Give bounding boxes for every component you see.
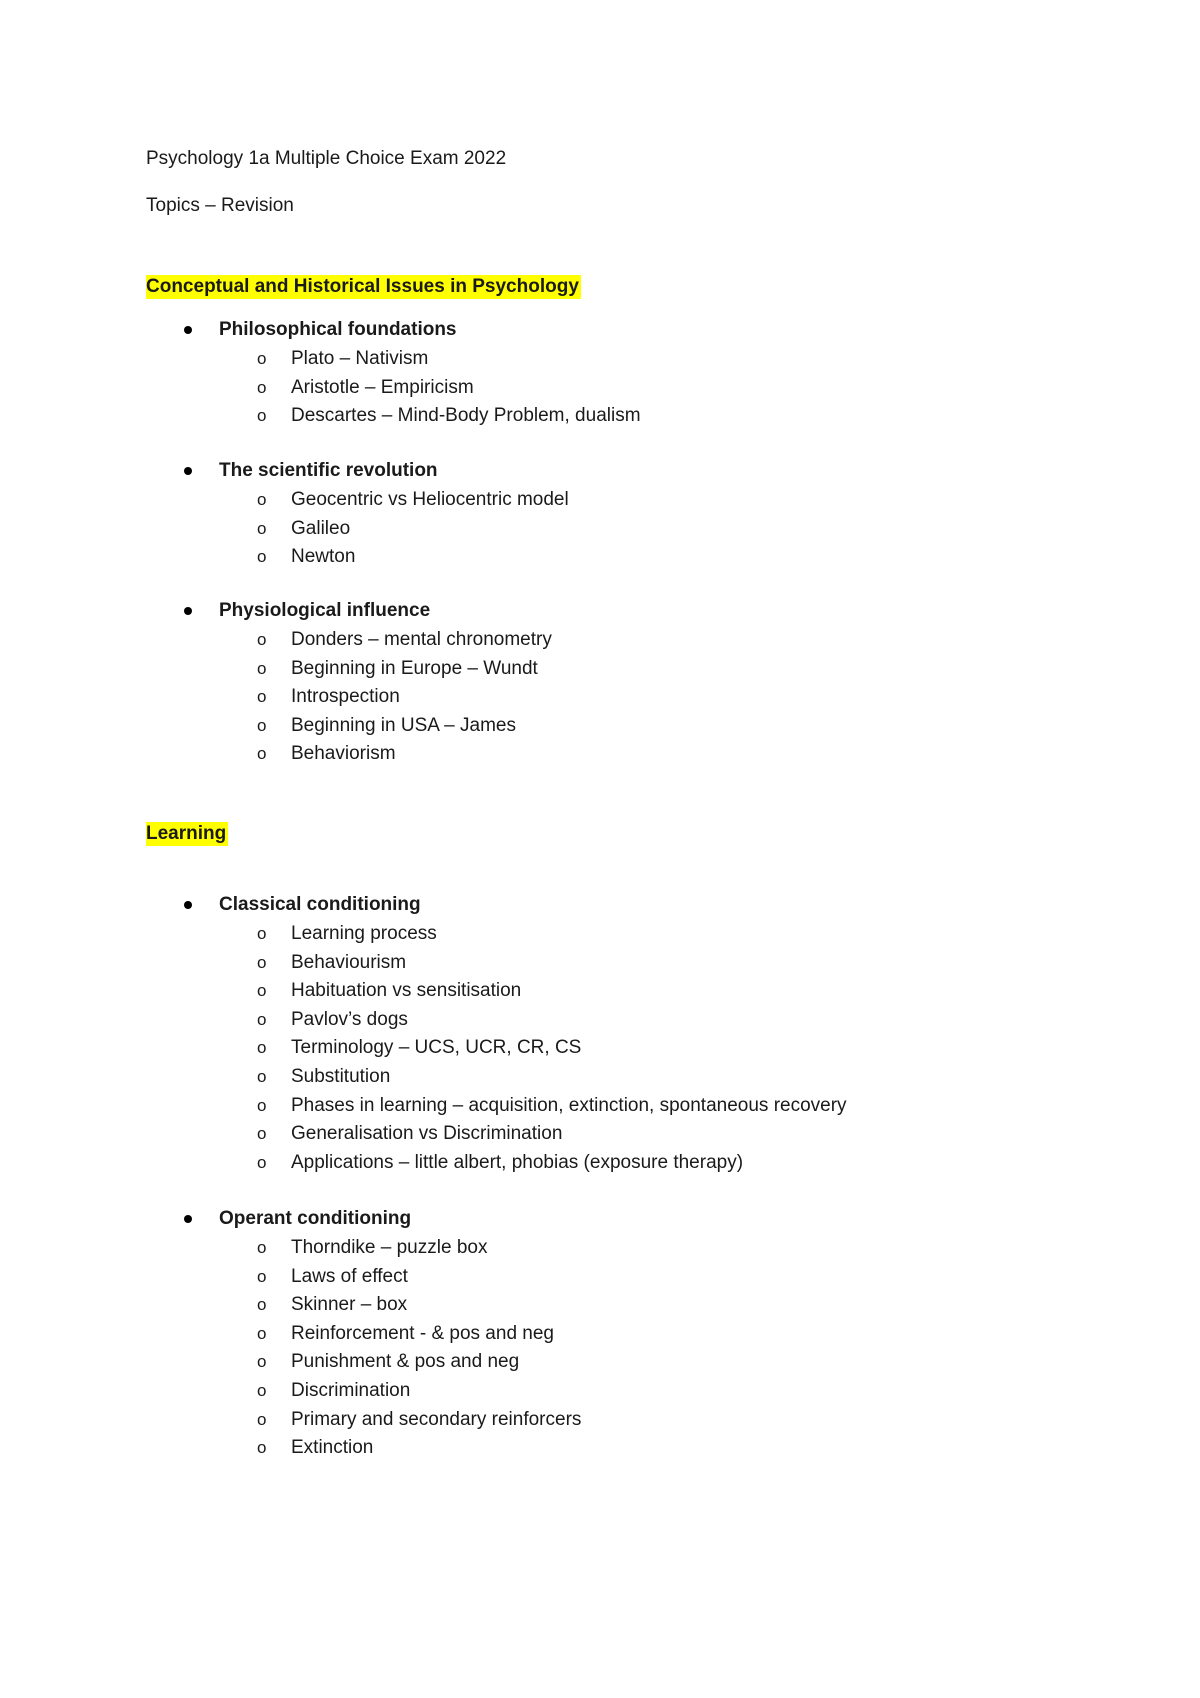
document-title: Psychology 1a Multiple Choice Exam 2022 bbox=[146, 148, 507, 169]
sub-bullet-icon: o bbox=[257, 1381, 267, 1400]
subtopic-item: Thorndike – puzzle box bbox=[291, 1237, 488, 1258]
subtopic-item: Galileo bbox=[291, 518, 351, 539]
topic-label: Operant conditioning bbox=[219, 1208, 412, 1229]
sub-bullet-icon: o bbox=[257, 349, 267, 368]
document-subtitle: Topics – Revision bbox=[146, 195, 294, 216]
bullet-icon bbox=[184, 901, 192, 909]
subtopic-item: Aristotle – Empiricism bbox=[291, 377, 474, 398]
topic-label: The scientific revolution bbox=[219, 460, 438, 481]
section-heading: Conceptual and Historical Issues in Psychology bbox=[146, 276, 579, 297]
sub-bullet-icon: o bbox=[257, 1352, 267, 1371]
bullet-icon bbox=[184, 467, 192, 475]
sub-bullet-icon: o bbox=[257, 1238, 267, 1257]
subtopic-item: Pavlov’s dogs bbox=[291, 1009, 408, 1030]
sub-bullet-icon: o bbox=[257, 687, 267, 706]
subtopic-item: Applications – little albert, phobias (exposure therapy) bbox=[291, 1152, 744, 1173]
subtopic-item: Generalisation vs Discrimination bbox=[291, 1123, 563, 1144]
topic-label: Philosophical foundations bbox=[219, 319, 457, 340]
sub-bullet-icon: o bbox=[257, 981, 267, 1000]
subtopic-item: Discrimination bbox=[291, 1380, 411, 1401]
sub-bullet-icon: o bbox=[257, 1096, 267, 1115]
subtopic-item: Primary and secondary reinforcers bbox=[291, 1409, 582, 1430]
bullet-icon bbox=[184, 607, 192, 615]
subtopic-item: Reinforcement - & pos and neg bbox=[291, 1323, 554, 1344]
topic-label: Classical conditioning bbox=[219, 894, 421, 915]
subtopic-item: Behaviourism bbox=[291, 952, 407, 973]
sub-bullet-icon: o bbox=[257, 519, 267, 538]
subtopic-item: Skinner – box bbox=[291, 1294, 408, 1315]
subtopic-item: Plato – Nativism bbox=[291, 348, 429, 369]
sub-bullet-icon: o bbox=[257, 1067, 267, 1086]
sub-bullet-icon: o bbox=[257, 1410, 267, 1429]
subtopic-item: Laws of effect bbox=[291, 1266, 408, 1287]
section-heading: Learning bbox=[146, 823, 227, 844]
topic-label: Physiological influence bbox=[219, 600, 431, 621]
subtopic-item: Punishment & pos and neg bbox=[291, 1351, 520, 1372]
sub-bullet-icon: o bbox=[257, 716, 267, 735]
sub-bullet-icon: o bbox=[257, 547, 267, 566]
sub-bullet-icon: o bbox=[257, 1267, 267, 1286]
subtopic-item: Habituation vs sensitisation bbox=[291, 980, 522, 1001]
subtopic-item: Substitution bbox=[291, 1066, 391, 1087]
subtopic-item: Newton bbox=[291, 546, 356, 567]
sub-bullet-icon: o bbox=[257, 924, 267, 943]
sub-bullet-icon: o bbox=[257, 406, 267, 425]
sub-bullet-icon: o bbox=[257, 1038, 267, 1057]
bullet-icon bbox=[184, 1215, 192, 1223]
subtopic-item: Geocentric vs Heliocentric model bbox=[291, 489, 569, 510]
sub-bullet-icon: o bbox=[257, 1438, 267, 1457]
subtopic-item: Donders – mental chronometry bbox=[291, 629, 552, 650]
sub-bullet-icon: o bbox=[257, 1124, 267, 1143]
bullet-icon bbox=[184, 326, 192, 334]
sub-bullet-icon: o bbox=[257, 659, 267, 678]
subtopic-item: Behaviorism bbox=[291, 743, 396, 764]
sub-bullet-icon: o bbox=[257, 1153, 267, 1172]
sub-bullet-icon: o bbox=[257, 1295, 267, 1314]
subtopic-item: Introspection bbox=[291, 686, 400, 707]
sub-bullet-icon: o bbox=[257, 744, 267, 763]
sub-bullet-icon: o bbox=[257, 630, 267, 649]
sub-bullet-icon: o bbox=[257, 1010, 267, 1029]
sub-bullet-icon: o bbox=[257, 378, 267, 397]
subtopic-item: Descartes – Mind-Body Problem, dualism bbox=[291, 405, 641, 426]
sub-bullet-icon: o bbox=[257, 490, 267, 509]
subtopic-item: Extinction bbox=[291, 1437, 374, 1458]
sub-bullet-icon: o bbox=[257, 1324, 267, 1343]
subtopic-item: Terminology – UCS, UCR, CR, CS bbox=[291, 1037, 582, 1058]
subtopic-item: Beginning in USA – James bbox=[291, 715, 516, 736]
subtopic-item: Phases in learning – acquisition, extinction, spontaneous recovery bbox=[291, 1095, 847, 1116]
sub-bullet-icon: o bbox=[257, 953, 267, 972]
subtopic-item: Beginning in Europe – Wundt bbox=[291, 658, 538, 679]
subtopic-item: Learning process bbox=[291, 923, 437, 944]
